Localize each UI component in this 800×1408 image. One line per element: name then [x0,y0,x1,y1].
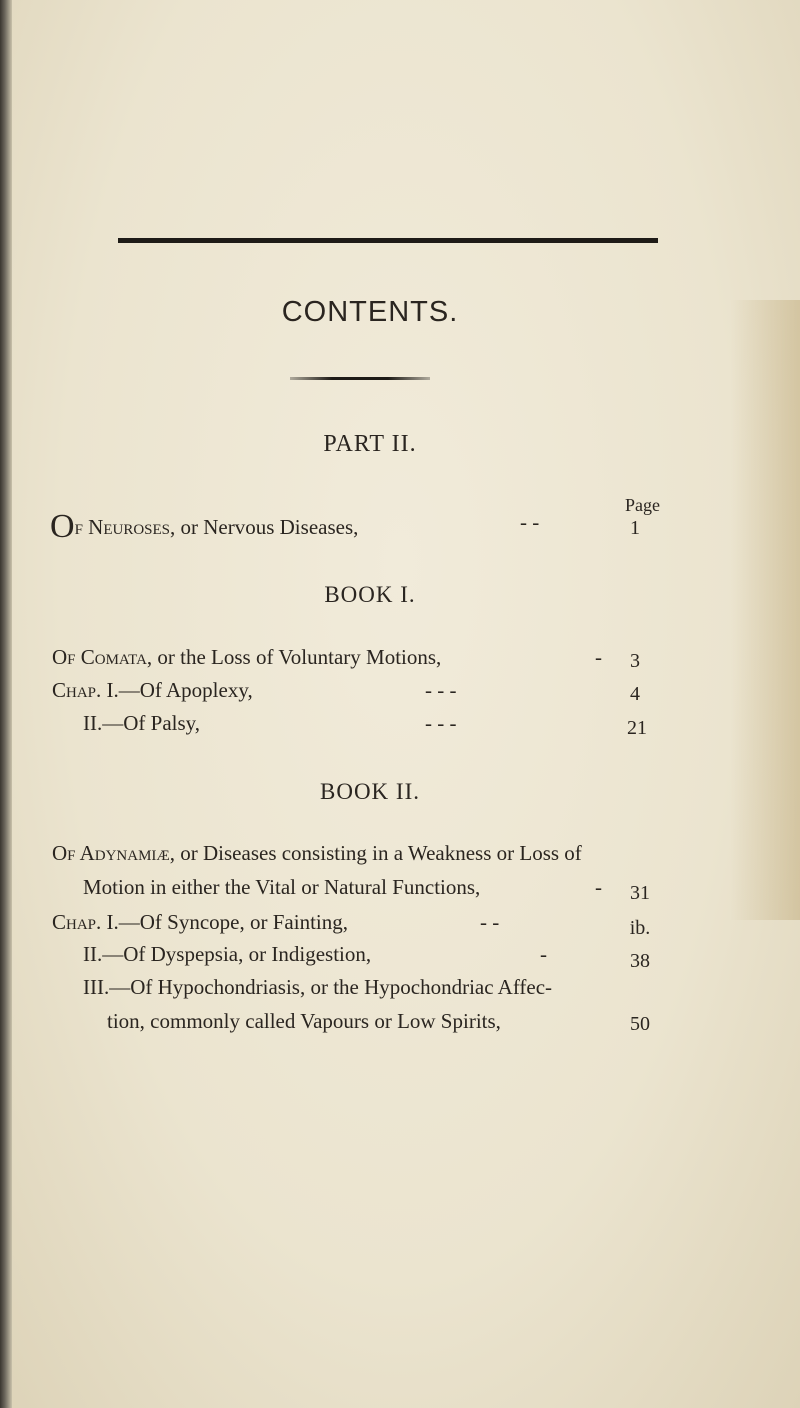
leader-dots: - - - [425,711,457,735]
ornamental-rule [290,377,430,380]
page-number: 4 [630,683,640,705]
entry-text: I.—Of Syncope, or Fainting, [101,910,348,934]
entry-lead: Of Adynamiæ, [52,841,176,865]
toc-entry-syncope [52,912,348,933]
page-number: 50 [630,1013,650,1035]
page-column-header: Page [625,495,660,515]
leader-dots: - - [480,910,500,934]
leader-dots: - [595,875,602,899]
contents-title: CONTENTS. [281,296,459,328]
toc-entry-comata [52,647,441,668]
toc-entry-adynamiae [52,843,582,864]
page-number: 38 [630,950,650,972]
entry-text: or Diseases consisting in a Weakness or Loss of [175,841,582,865]
book2-title: BOOK II. [320,779,420,804]
toc-entry-neuroses [50,510,358,544]
page-number: 31 [630,882,650,904]
leader-dots: - [540,942,547,966]
entry-text: Motion in either the Vital or Natural Functions, [83,875,481,899]
entry-prefix: Chap. [52,910,102,934]
entry-text: or Nervous Diseases, [175,515,359,539]
entry-prefix: Chap. [52,678,102,702]
page-binding-edge [0,0,12,1408]
entry-text: II.—Of Dyspepsia, or Indigestion, [83,942,372,966]
entry-text: or the Loss of Voluntary Motions, [152,645,442,669]
entry-text: II.—Of Palsy, [83,711,201,735]
page-number: 3 [630,650,640,672]
toc-entry-hypochondriasis [83,977,552,998]
page-number: ib. [629,917,651,939]
toc-entry-palsy [83,713,200,734]
entry-text: I.—Of Apoplexy, [101,678,253,702]
page-number: 1 [630,517,640,539]
book1-title: BOOK I. [324,582,416,607]
toc-entry-apoplexy [52,680,253,701]
toc-entry-dyspepsia [83,944,371,965]
entry-text: tion, commonly called Vapours or Low Spirits, [107,1009,501,1033]
toc-entry-hypochondriasis-cont [107,1011,501,1032]
toc-entry-adynamiae-cont [83,877,480,898]
entry-lead: f Neuroses, [74,515,176,539]
leader-dots: - - - [425,678,457,702]
page-number: 21 [627,717,647,739]
entry-lead: Of Comata, [52,645,153,669]
leader-dots: - [595,645,602,669]
drop-cap: O [50,508,75,545]
top-rule [118,238,658,243]
entry-text: III.—Of Hypochondriasis, or the Hypochondriac Affec- [83,975,553,999]
page-stain [730,300,800,920]
part-title: PART II. [323,431,417,457]
leader-dots: - - [520,510,540,534]
